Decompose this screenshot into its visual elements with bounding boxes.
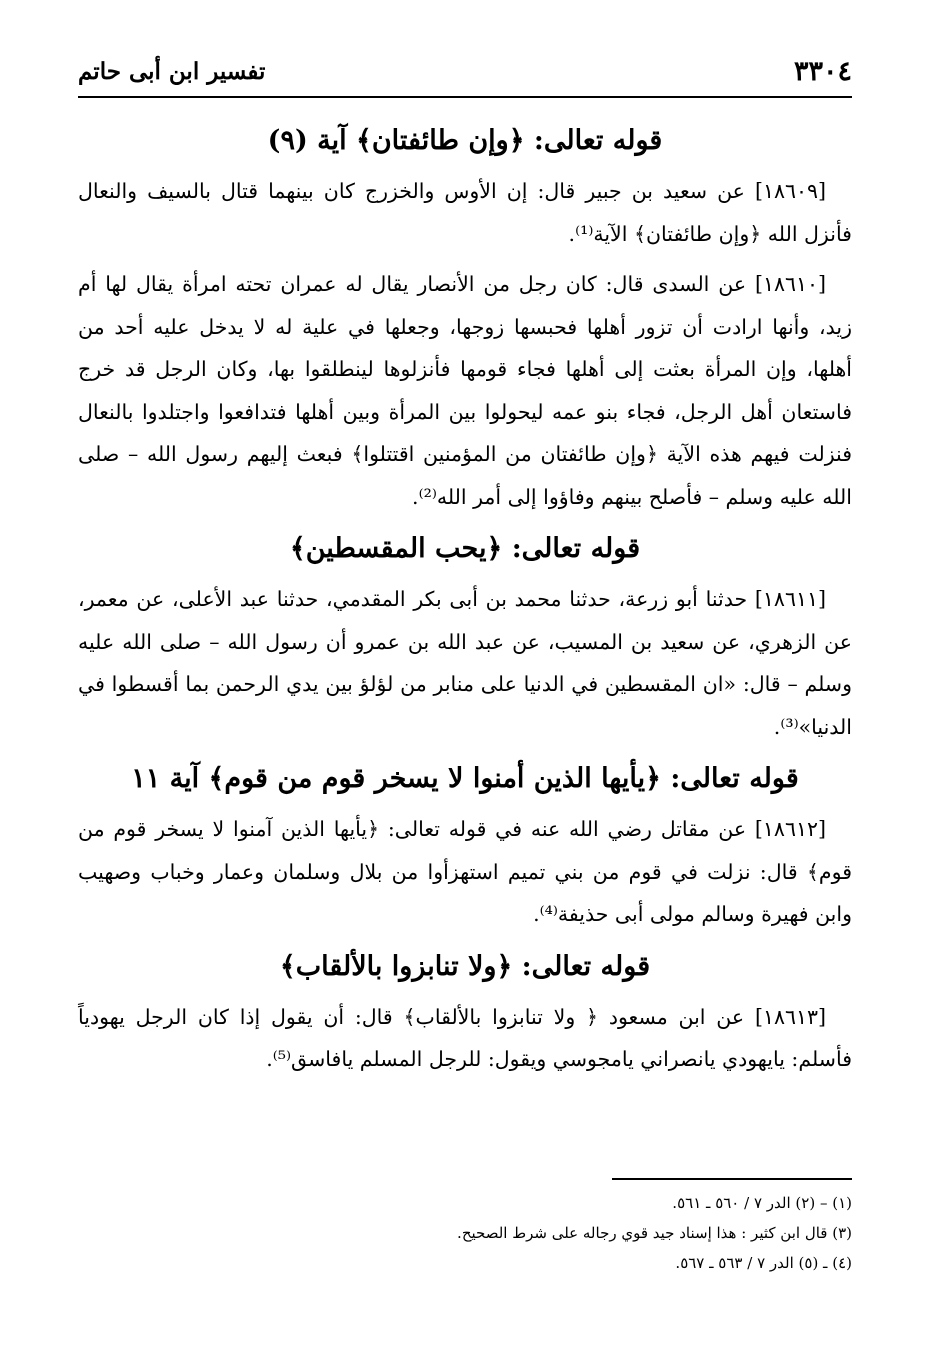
narration-text: عن مقاتل رضي الله عنه في قوله تعالى: ﴿يأيها الذين آمنوا لا يسخر قوم من قوم﴾ قال: نزلت في قوم من بني تميم استهزأوا من بلال وسلمان وعمار وخباب وصهيب وابن فهيرة وسالم مولى أبى حذيفة⁽⁴⁾. — [78, 817, 852, 926]
narration-number: [١٨٦٠٩] — [754, 179, 826, 203]
narration-paragraph — [78, 170, 852, 255]
page-header — [78, 50, 852, 98]
footnote-item: (١) – (٢) الدر ٧ / ٥٦٠ ـ ٥٦١. — [672, 1194, 852, 1212]
section-heading: قوله تعالى: ﴿يأيها الذين أمنوا لا يسخر قوم من قوم﴾ آية ١١ — [131, 763, 799, 794]
footnote-item: (٤) ـ (٥) الدر ٧ / ٥٦٣ ـ ٥٦٧. — [675, 1254, 852, 1272]
section-heading: قوله تعالى: ﴿يحب المقسطين﴾ — [289, 533, 641, 564]
narration-text: عن السدى قال: كان رجل من الأنصار يقال له عمران تحته امرأة يقال لها أم زيد، وأنها ارادت أن تزور أهلها فحبسها زوجها، وجعلها في علية له لا يدخل عليه أحد من أهلها، وإن المرأة بعثت إلى أهلها فجاء قومها فأنزلوها لينطلقوا بها، وكان الرجل قد خرج فاستعان أهل الرجل، فجاء بنو عمه ليحولوا بين المرأة وبين أهلها فتدافعوا واجتلدوا بالنعال فنزلت فيهم هذه الآية ﴿وإن طائفتان من المؤمنين اقتتلوا﴾ فبعث إليهم رسول الله – صلى الله عليه وسلم – فأصلح بينهم وفاؤوا إلى أمر الله⁽²⁾. — [78, 272, 852, 509]
narration-text: عن سعيد بن جبير قال: إن الأوس والخزرج كان بينهما قتال بالسيف والنعال فأنزل الله ﴿وإن طائفتان﴾ الآية⁽¹⁾. — [78, 179, 852, 246]
page-body — [78, 110, 852, 1089]
section-heading: قوله تعالى: ﴿ولا تنابزوا بالألقاب﴾ — [279, 950, 651, 982]
narration-paragraph — [78, 808, 852, 936]
narration-number: [١٨٦١٢] — [754, 817, 826, 841]
narration-number: [١٨٦١٠] — [754, 272, 826, 296]
footnote-divider — [612, 1178, 852, 1180]
narration-text: حدثنا أبو زرعة، حدثنا محمد بن أبى بكر المقدمي، حدثنا عبد الأعلى، عن معمر، عن الزهري، عن سعيد بن المسيب، عن عبد الله بن عمرو أن رسول الله – صلى الله عليه وسلم – قال: «ان المقسطين في الدنيا على منابر من لؤلؤ بين يدي الرحمن بما أقسطوا في الدنيا»⁽³⁾. — [78, 587, 852, 739]
narration-paragraph — [78, 996, 852, 1081]
narration-number: [١٨٦١٣] — [754, 1004, 826, 1029]
narration-paragraph — [78, 578, 852, 748]
narration-text: عن ابن مسعود ﴿ ولا تنابزوا بالألقاب﴾ قال: أن يقول إذا كان الرجل يهودياً فأسلم: يايهودي يانصراني يامجوسي ويقول: للرجل المسلم يافاسق⁽⁵⁾. — [78, 1004, 852, 1071]
footnotes — [78, 1178, 852, 1278]
narration-number: [١٨٦١١] — [754, 587, 826, 611]
narration-paragraph — [78, 263, 852, 518]
footnote-item: (٣) قال ابن كثير : هذا إسناد جيد قوي رجاله على شرط الصحيح. — [457, 1224, 852, 1242]
book-title: تفسير ابن أبى حاتم — [78, 58, 266, 85]
page-number: ٣٣٠٤ — [793, 56, 852, 87]
section-heading: قوله تعالى: ﴿وإن طائفتان﴾ آية (٩) — [267, 125, 663, 156]
